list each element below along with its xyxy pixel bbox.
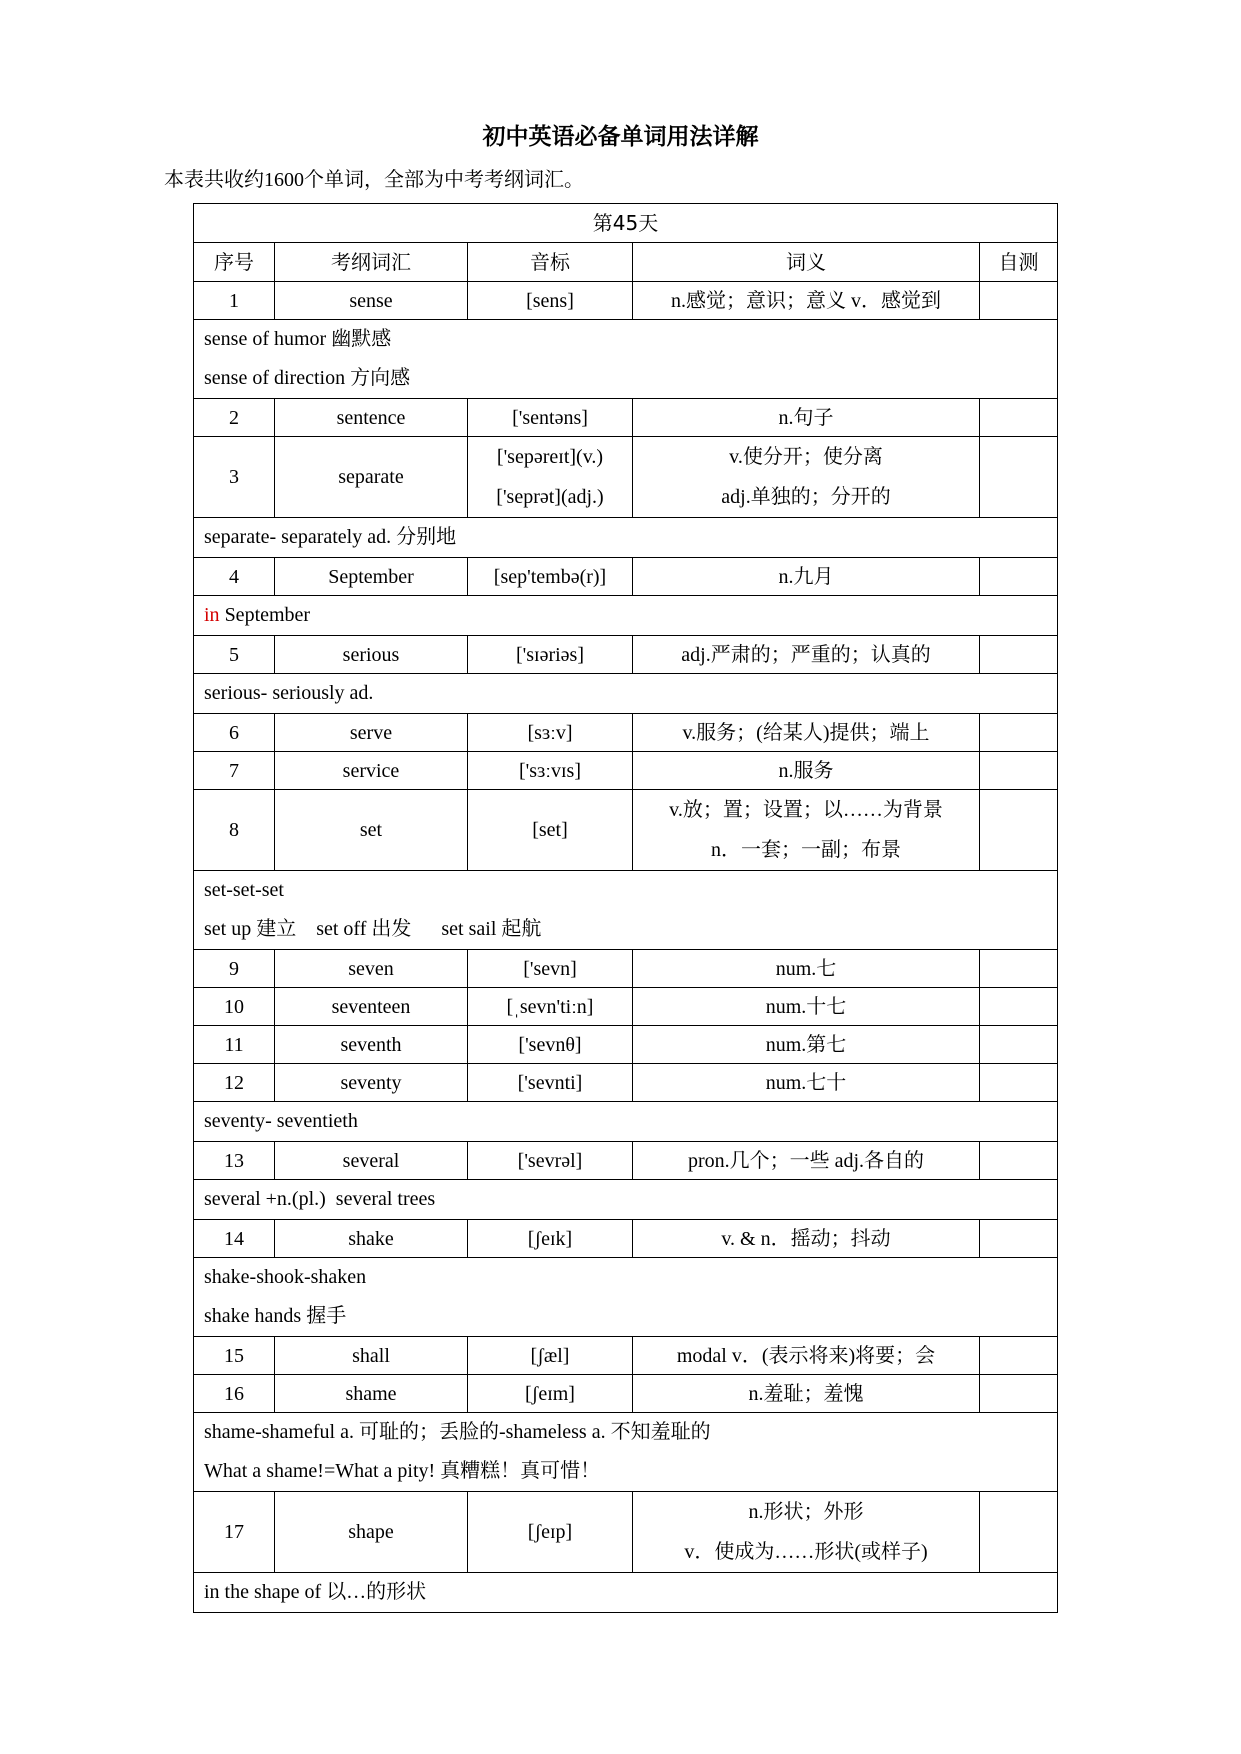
usage-note-text: September	[219, 604, 311, 626]
word-meaning	[633, 790, 980, 871]
phonetic	[468, 1064, 633, 1102]
vocab-word: serve	[275, 714, 468, 752]
vocab-word: set	[275, 790, 468, 871]
word-row	[194, 1220, 1058, 1258]
word-row	[194, 437, 1058, 518]
usage-note-line: set up 建立 set off 出发 set sail 起航	[204, 918, 542, 940]
usage-note-line: seventy- seventieth	[204, 1110, 358, 1132]
vocab-word: shame	[275, 1375, 468, 1413]
vocab-word: several	[275, 1142, 468, 1180]
word-meaning	[633, 1492, 980, 1573]
usage-note-line: shake-shook-shaken	[204, 1266, 367, 1288]
highlight-preposition: in	[204, 604, 220, 626]
self-test-cell[interactable]	[980, 399, 1058, 437]
phonetic-line: ['sepəreɪt](v.)	[496, 446, 604, 468]
self-test-cell[interactable]	[980, 1026, 1058, 1064]
word-row	[194, 988, 1058, 1026]
word-meaning	[633, 282, 980, 320]
usage-note-line: in the shape of 以…的形状	[204, 1581, 427, 1603]
phonetic-line: ['sɪəriəs]	[515, 643, 585, 666]
usage-note-line: separate- separately ad. 分别地	[204, 526, 457, 548]
usage-note	[194, 674, 1058, 714]
vocab-word: shake	[275, 1220, 468, 1258]
self-test-cell[interactable]	[980, 1220, 1058, 1258]
self-test-cell[interactable]	[980, 988, 1058, 1026]
word-number: 4	[194, 558, 275, 596]
phonetic-line: [ʃæl]	[530, 1344, 570, 1367]
word-number: 10	[194, 988, 275, 1026]
note-row	[194, 518, 1058, 558]
word-number: 17	[194, 1492, 275, 1573]
phonetic	[468, 790, 633, 871]
word-row	[194, 950, 1058, 988]
word-number: 12	[194, 1064, 275, 1102]
note-row	[194, 871, 1058, 950]
phonetic-line: [set]	[532, 819, 568, 841]
word-row	[194, 1064, 1058, 1102]
phonetic	[468, 636, 633, 674]
usage-note	[194, 596, 1058, 636]
usage-note-line: serious- seriously ad.	[204, 682, 374, 704]
word-number: 3	[194, 437, 275, 518]
word-row	[194, 282, 1058, 320]
self-test-cell[interactable]	[980, 282, 1058, 320]
phonetic-line: [sens]	[526, 289, 574, 312]
meaning-line: v．使成为……形状(或样子)	[684, 1541, 928, 1563]
word-meaning	[633, 1026, 980, 1064]
word-meaning	[633, 1375, 980, 1413]
note-row	[194, 1102, 1058, 1142]
self-test-cell[interactable]	[980, 1142, 1058, 1180]
word-number: 16	[194, 1375, 275, 1413]
intro-text: 本表共收约1600个单词，全部为中考考纲词汇。	[164, 169, 584, 191]
phonetic	[468, 282, 633, 320]
word-number: 15	[194, 1337, 275, 1375]
usage-note-line	[204, 596, 1051, 635]
vocab-word: service	[275, 752, 468, 790]
phonetic	[468, 1220, 633, 1258]
phonetic-line: ['sɜːvɪs]	[518, 759, 581, 782]
word-row	[194, 1142, 1058, 1180]
word-number: 5	[194, 636, 275, 674]
page-title: 初中英语必备单词用法详解	[482, 124, 759, 150]
phonetic	[468, 1026, 633, 1064]
self-test-cell[interactable]	[980, 714, 1058, 752]
usage-note-line: What a shame!=What a pity! 真糟糕！真可惜！	[204, 1460, 601, 1482]
meaning-line: v.使分开；使分离	[729, 446, 883, 468]
word-number: 14	[194, 1220, 275, 1258]
phonetic-line: ['sentəns]	[512, 406, 588, 429]
meaning-line: n.服务	[778, 759, 834, 782]
phonetic-line: [ˌsevn'tiːn]	[506, 995, 594, 1018]
meaning-line: v.服务；(给某人)提供；端上	[682, 721, 930, 744]
note-row	[194, 1573, 1058, 1613]
phonetic-line: [sɜːv]	[527, 721, 573, 744]
meaning-line: v.放；置；设置；以……为背景	[669, 799, 943, 821]
phonetic-line: [ʃeɪm]	[525, 1382, 575, 1405]
word-number: 11	[194, 1026, 275, 1064]
header-phonetic: 音标	[468, 243, 633, 282]
meaning-line: v. & n．摇动；抖动	[721, 1227, 891, 1250]
word-row	[194, 558, 1058, 596]
phonetic-line: ['sevnti]	[517, 1071, 583, 1094]
word-meaning	[633, 752, 980, 790]
note-row	[194, 320, 1058, 399]
word-meaning	[633, 1142, 980, 1180]
word-meaning	[633, 714, 980, 752]
word-meaning	[633, 558, 980, 596]
word-number: 7	[194, 752, 275, 790]
self-test-cell[interactable]	[980, 752, 1058, 790]
usage-note-line: set-set-set	[204, 879, 284, 901]
word-number: 2	[194, 399, 275, 437]
word-row	[194, 790, 1058, 871]
usage-note	[194, 1258, 1058, 1337]
phonetic	[468, 950, 633, 988]
word-row	[194, 714, 1058, 752]
vocab-word: seventy	[275, 1064, 468, 1102]
usage-note	[194, 518, 1058, 558]
vocab-word: seventh	[275, 1026, 468, 1064]
word-meaning	[633, 1337, 980, 1375]
phonetic	[468, 1142, 633, 1180]
vocab-word: separate	[275, 437, 468, 518]
self-test-cell[interactable]	[980, 950, 1058, 988]
self-test-cell[interactable]	[980, 437, 1058, 518]
meaning-line: adj.严肃的；严重的；认真的	[681, 643, 931, 666]
note-row	[194, 1258, 1058, 1337]
phonetic	[468, 1492, 633, 1573]
phonetic-line: ['seprət](adj.)	[496, 486, 604, 508]
header-word: 考纲词汇	[275, 243, 468, 282]
self-test-cell[interactable]	[980, 636, 1058, 674]
vocab-table	[193, 203, 1058, 1613]
self-test-cell[interactable]	[980, 1337, 1058, 1375]
vocab-word: seventeen	[275, 988, 468, 1026]
usage-note	[194, 1573, 1058, 1613]
usage-note-line: shake hands 握手	[204, 1305, 347, 1327]
self-test-cell[interactable]	[980, 1375, 1058, 1413]
word-row	[194, 752, 1058, 790]
phonetic-line: [ʃeɪp]	[527, 1521, 573, 1543]
vocab-word: sense	[275, 282, 468, 320]
meaning-line: num.七	[775, 957, 837, 980]
note-row	[194, 674, 1058, 714]
vocab-word: serious	[275, 636, 468, 674]
meaning-line: n.形状；外形	[748, 1501, 864, 1523]
word-row	[194, 1026, 1058, 1064]
usage-note-line: shame-shameful a. 可耻的；丢脸的-shameless a. 不知羞耻的	[204, 1421, 711, 1443]
meaning-line: n.羞耻；羞愧	[748, 1382, 864, 1405]
header-row	[194, 243, 1058, 282]
phonetic-line: ['sevnθ]	[518, 1033, 582, 1056]
meaning-line: pron.几个；一些 adj.各自的	[687, 1149, 925, 1172]
header-meaning: 词义	[633, 243, 980, 282]
usage-note-line: sense of direction 方向感	[204, 367, 411, 389]
meaning-line: modal v．(表示将来)将要；会	[676, 1344, 936, 1367]
meaning-line: n.感觉；意识；意义 v．感觉到	[671, 289, 941, 312]
word-meaning	[633, 399, 980, 437]
phonetic	[468, 399, 633, 437]
meaning-line: n.句子	[778, 406, 834, 429]
meaning-line: num.七十	[765, 1071, 847, 1094]
word-number: 6	[194, 714, 275, 752]
word-number: 9	[194, 950, 275, 988]
phonetic-line: ['sevrəl]	[517, 1149, 583, 1172]
meaning-line: num.十七	[765, 995, 847, 1018]
word-row	[194, 399, 1058, 437]
word-meaning	[633, 437, 980, 518]
note-row	[194, 596, 1058, 636]
word-row	[194, 636, 1058, 674]
usage-note-line: several +n.(pl.) several trees	[204, 1188, 436, 1210]
self-test-cell[interactable]	[980, 1064, 1058, 1102]
phonetic	[468, 1375, 633, 1413]
phonetic	[468, 558, 633, 596]
meaning-line: adj.单独的；分开的	[721, 486, 891, 508]
vocab-word: September	[275, 558, 468, 596]
phonetic-line: [sep'tembə(r)]	[493, 565, 607, 588]
usage-note-line: sense of humor 幽默感	[204, 328, 392, 350]
word-number: 1	[194, 282, 275, 320]
word-meaning	[633, 950, 980, 988]
word-meaning	[633, 1064, 980, 1102]
meaning-line: n．一套；一副；布景	[711, 839, 901, 861]
word-number: 8	[194, 790, 275, 871]
day-label: 第45天	[194, 204, 1058, 243]
usage-note	[194, 871, 1058, 950]
note-row	[194, 1413, 1058, 1492]
usage-note	[194, 1102, 1058, 1142]
header-num: 序号	[194, 243, 275, 282]
word-number: 13	[194, 1142, 275, 1180]
phonetic-line: [ʃeɪk]	[527, 1227, 573, 1250]
vocab-word: sentence	[275, 399, 468, 437]
self-test-cell[interactable]	[980, 558, 1058, 596]
usage-note	[194, 320, 1058, 399]
day-row	[194, 204, 1058, 243]
word-row	[194, 1337, 1058, 1375]
vocab-word: seven	[275, 950, 468, 988]
self-test-cell[interactable]	[980, 1492, 1058, 1573]
usage-note	[194, 1413, 1058, 1492]
word-meaning	[633, 1220, 980, 1258]
word-meaning	[633, 988, 980, 1026]
header-selftest: 自测	[980, 243, 1058, 282]
word-meaning	[633, 636, 980, 674]
phonetic	[468, 988, 633, 1026]
note-row	[194, 1180, 1058, 1220]
word-row	[194, 1492, 1058, 1573]
usage-note	[194, 1180, 1058, 1220]
phonetic	[468, 752, 633, 790]
self-test-cell[interactable]	[980, 790, 1058, 871]
vocab-word: shall	[275, 1337, 468, 1375]
meaning-line: num.第七	[765, 1033, 847, 1056]
vocab-word: shape	[275, 1492, 468, 1573]
phonetic-line: ['sevn]	[523, 957, 577, 980]
phonetic	[468, 714, 633, 752]
phonetic	[468, 1337, 633, 1375]
phonetic	[468, 437, 633, 518]
meaning-line: n.九月	[778, 565, 834, 588]
word-row	[194, 1375, 1058, 1413]
